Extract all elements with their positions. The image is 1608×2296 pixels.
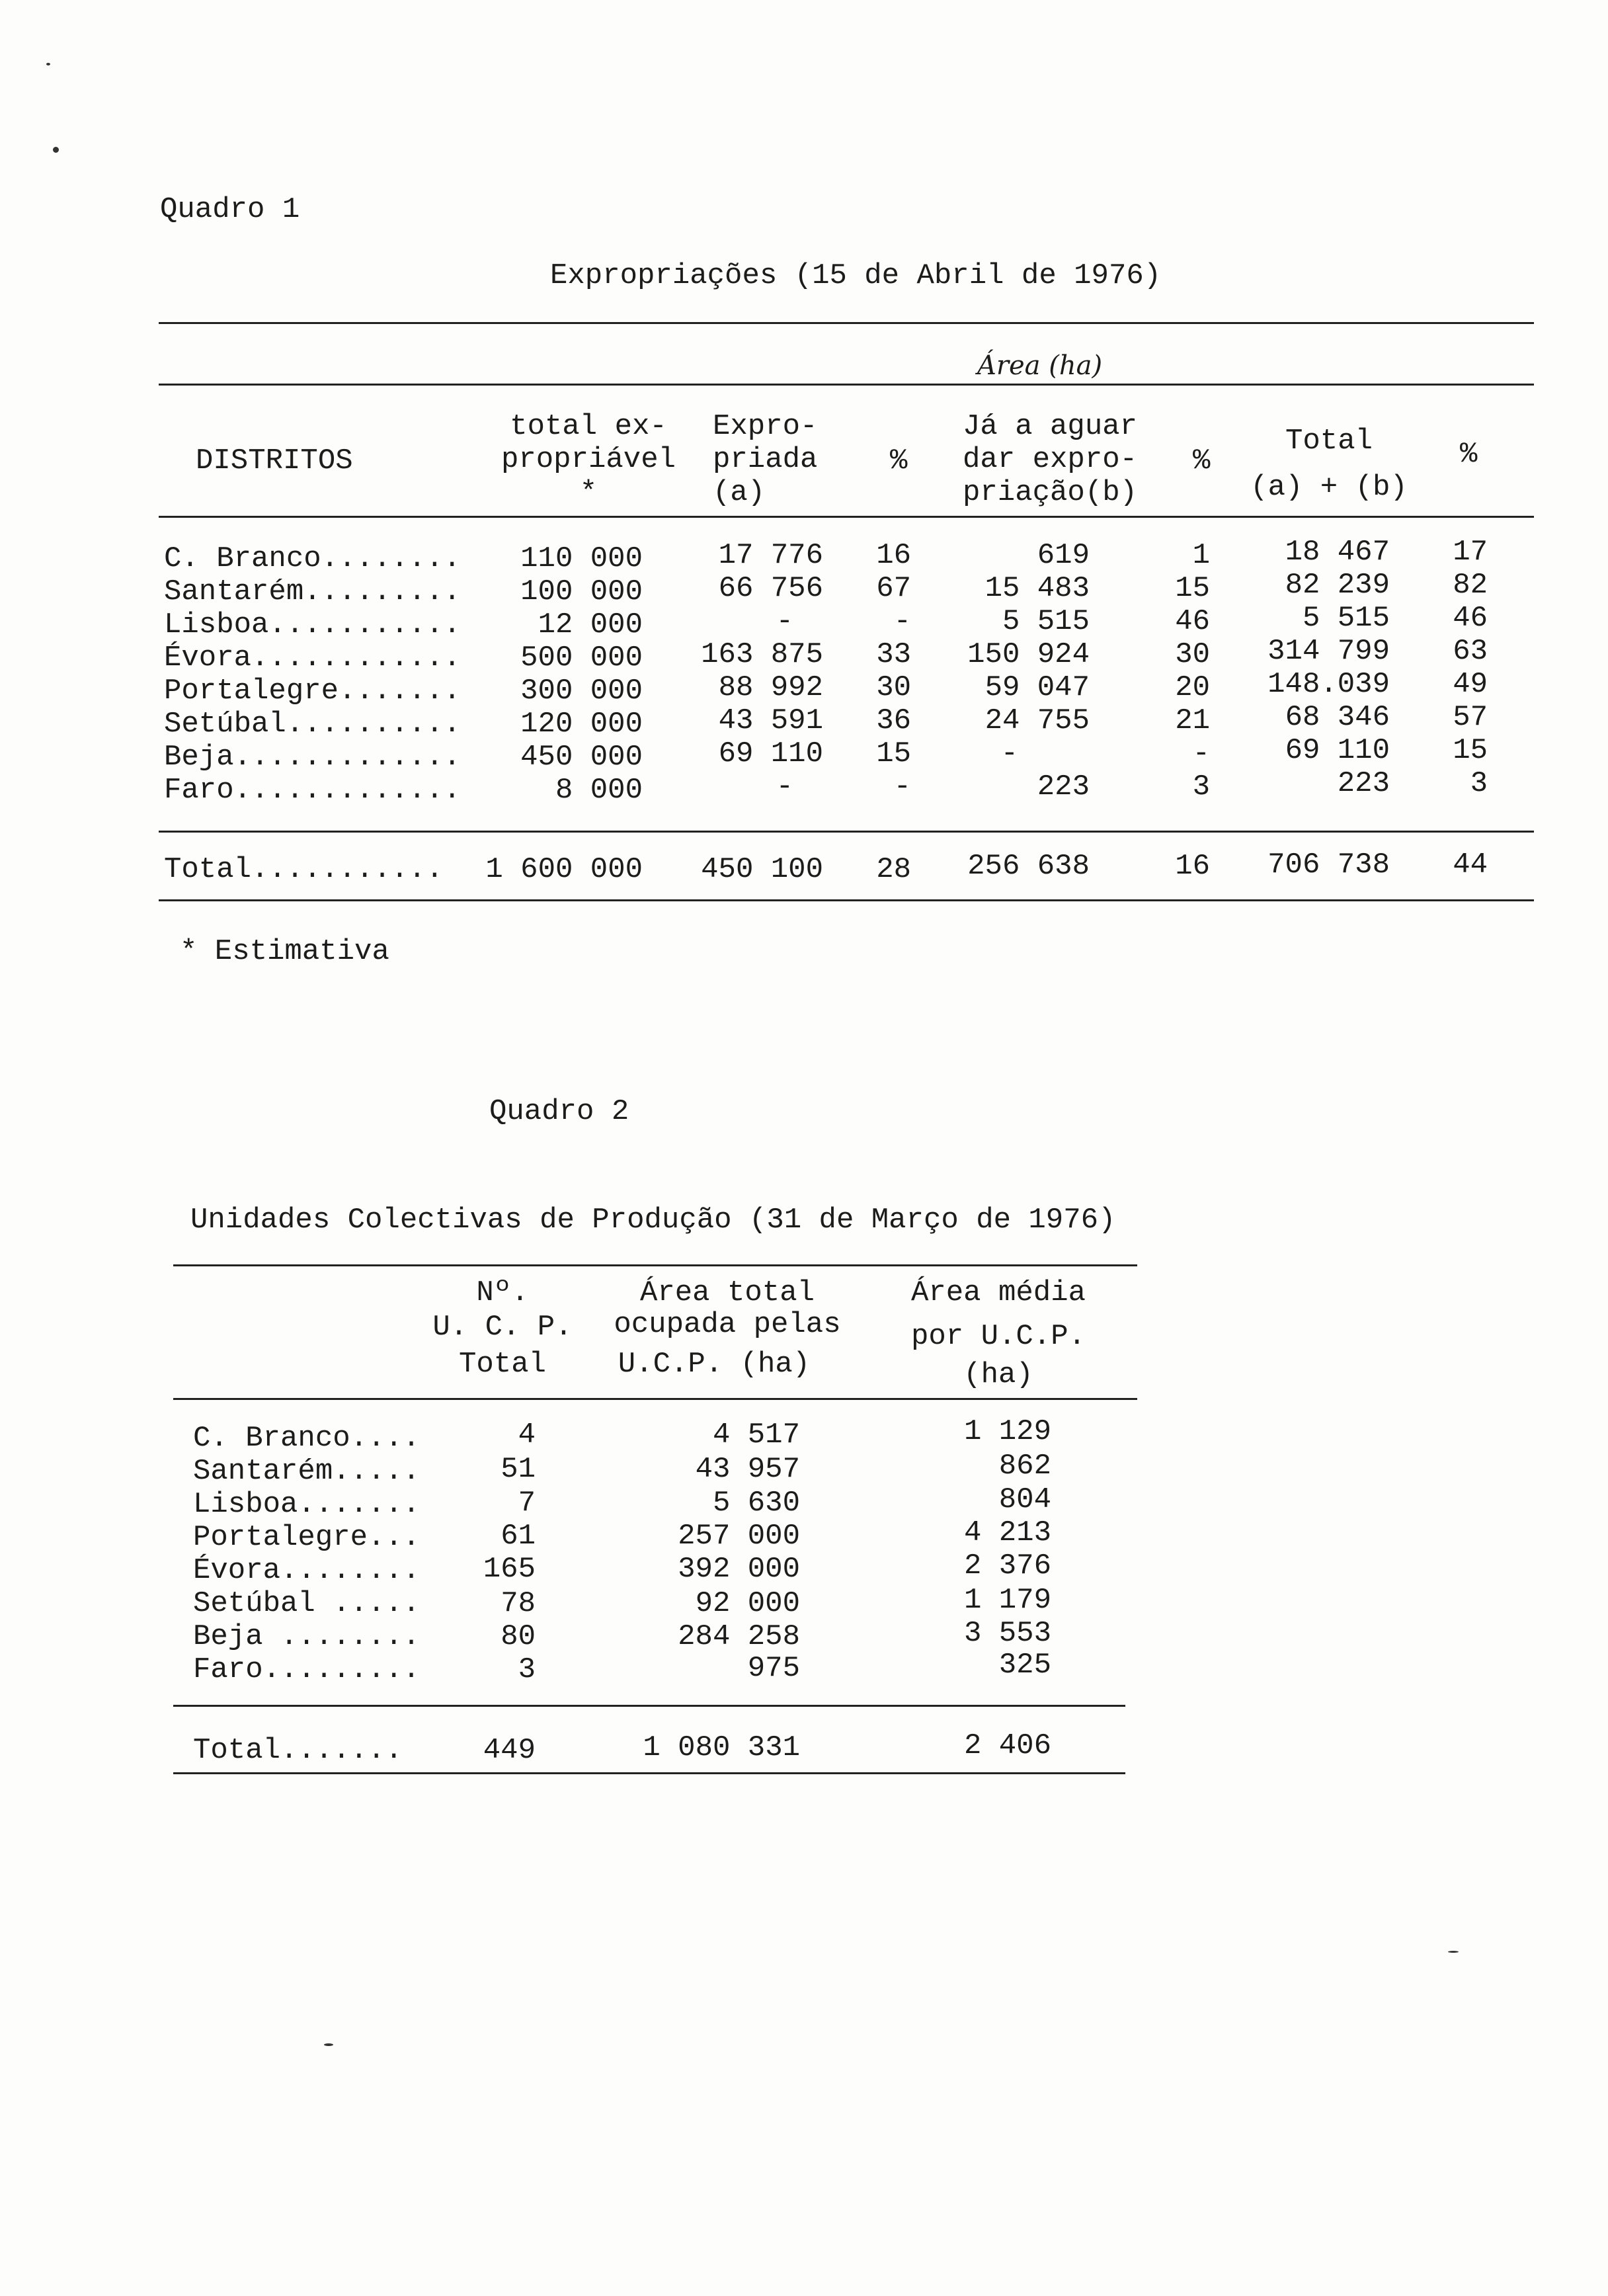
cell-pct3: 46 <box>1453 602 1488 635</box>
cell-media: 862 <box>998 1450 1051 1483</box>
cell-area: 5 630 <box>712 1487 800 1520</box>
cell-pct3: 15 <box>1453 734 1488 767</box>
cell-num: 78 <box>501 1587 536 1620</box>
scan-speck <box>324 2043 333 2046</box>
cell-pct2: 1 <box>1192 539 1210 572</box>
cell-aguard: 15 483 <box>985 572 1090 605</box>
total-cell-total: 706 738 <box>1267 848 1390 882</box>
table2-header-num-2: U. C. P. <box>432 1311 573 1344</box>
table1-rule-header <box>159 384 1534 386</box>
cell-num: 165 <box>483 1553 536 1586</box>
table1-header-total-2: (a) + (b) <box>1250 471 1408 504</box>
cell-area: 257 000 <box>678 1520 800 1553</box>
cell-total: 5 515 <box>1302 602 1390 635</box>
total-cell-total-exp: 1 600 000 <box>485 853 643 886</box>
total-cell-pct3: 44 <box>1453 848 1488 882</box>
row-name: Beja............. <box>164 741 461 774</box>
cell-exprop: 43 591 <box>718 704 823 737</box>
cell-num: 4 <box>518 1418 536 1452</box>
table2-rule-top <box>173 1264 1137 1266</box>
table1-label: Quadro 1 <box>160 193 300 226</box>
table1-rule-bottom <box>159 899 1534 901</box>
cell-pct2: 20 <box>1175 671 1210 704</box>
table1-rule-top <box>159 322 1534 324</box>
cell-pct1: 15 <box>876 737 911 770</box>
cell-media: 3 553 <box>963 1617 1051 1650</box>
table1-header-aguardar-3: priação(b) <box>963 476 1138 509</box>
table1-header-exprop-1: Expro- <box>713 410 818 443</box>
cell-total: 223 <box>1337 767 1390 800</box>
row-name: Santarém......... <box>164 575 461 608</box>
cell-total: 82 239 <box>1285 569 1390 602</box>
row-name: Évora............ <box>164 641 461 675</box>
cell-pct2: 15 <box>1175 572 1210 605</box>
cell-pct2: - <box>1192 737 1210 770</box>
total-cell-pct2: 16 <box>1175 850 1210 883</box>
cell-area: 975 <box>747 1652 800 1685</box>
cell-total: 314 799 <box>1267 635 1390 668</box>
cell-exprop: 69 110 <box>718 737 823 770</box>
row-name: C. Branco........ <box>164 542 461 575</box>
cell-pct3: 63 <box>1453 635 1488 668</box>
row-name: Faro......... <box>193 1653 421 1686</box>
cell-total-exp: 12 000 <box>538 608 643 641</box>
table1-header-total-exp-3: * <box>579 476 598 509</box>
table1-header-pct1: % <box>890 444 908 477</box>
cell-media: 1 129 <box>963 1415 1051 1448</box>
cell-pct3: 17 <box>1453 536 1488 569</box>
table1-header-distritos: DISTRITOS <box>196 444 353 477</box>
cell-total-exp: 450 000 <box>520 741 643 774</box>
table2-header-area-3: U.C.P. (ha) <box>618 1348 811 1381</box>
table1-header-total-exp-2: propriável <box>501 443 676 476</box>
table2-header-media-3: (ha) <box>963 1358 1033 1391</box>
table2-title: Unidades Colectivas de Produção (31 de Março de 1976) <box>190 1204 1116 1237</box>
cell-exprop: - <box>776 770 793 803</box>
row-name: Lisboa....... <box>193 1488 421 1521</box>
scan-speck <box>1448 1951 1459 1953</box>
table1-header-exprop-3: (a) <box>713 476 766 509</box>
cell-media: 4 213 <box>963 1516 1051 1549</box>
cell-pct1: - <box>893 605 911 638</box>
cell-pct1: - <box>893 770 911 803</box>
cell-pct1: 67 <box>876 572 911 605</box>
row-name: Setúbal ..... <box>193 1587 421 1620</box>
cell-area: 92 000 <box>695 1587 800 1620</box>
row-name: Lisboa........... <box>164 608 461 641</box>
table2-label: Quadro 2 <box>489 1095 629 1128</box>
table2-rule-total <box>173 1705 1125 1707</box>
cell-aguard: 223 <box>1037 770 1090 803</box>
table1-rule-total <box>159 831 1534 833</box>
cell-pct2: 46 <box>1175 605 1210 638</box>
table2-header-num-1: Nº. <box>476 1276 529 1309</box>
row-name: C. Branco.... <box>193 1422 421 1455</box>
cell-aguard: 619 <box>1037 539 1090 572</box>
row-name: Portalegre....... <box>164 675 461 708</box>
table1-header-total-1: Total <box>1285 425 1373 458</box>
table1-header-aguardar-1: Já a aguar <box>963 410 1138 443</box>
table2-header-media-1: Área média <box>910 1276 1086 1309</box>
cell-pct2: 30 <box>1175 638 1210 671</box>
table1-header-exprop-2: priada <box>713 443 818 476</box>
cell-total-exp: 8 000 <box>555 774 643 807</box>
row-name: Beja ........ <box>193 1620 421 1653</box>
table1-rule-body <box>159 516 1534 518</box>
cell-total: 68 346 <box>1285 701 1390 734</box>
table2-header-area-2: ocupada pelas <box>614 1308 841 1341</box>
table2-rule-bottom <box>173 1772 1125 1774</box>
cell-num: 80 <box>501 1620 536 1653</box>
total-cell-aguard: 256 638 <box>967 850 1090 883</box>
total-row-name: Total....... <box>193 1734 403 1767</box>
table2-header-num-3: Total <box>458 1348 547 1381</box>
row-name: Faro............. <box>164 774 461 807</box>
cell-total-exp: 120 000 <box>520 708 643 741</box>
cell-media: 325 <box>998 1649 1051 1682</box>
cell-area: 392 000 <box>678 1553 800 1586</box>
cell-pct3: 82 <box>1453 569 1488 602</box>
cell-aguard: 150 924 <box>967 638 1090 671</box>
row-name: Portalegre... <box>193 1521 421 1554</box>
cell-exprop: - <box>776 605 793 638</box>
cell-exprop: 88 992 <box>718 671 823 704</box>
row-name: Évora........ <box>193 1554 421 1587</box>
cell-aguard: 59 047 <box>985 671 1090 704</box>
cell-total: 148.039 <box>1267 668 1390 701</box>
cell-total-exp: 100 000 <box>520 575 643 608</box>
cell-area: 284 258 <box>678 1620 800 1653</box>
cell-media: 1 179 <box>963 1584 1051 1617</box>
cell-pct3: 49 <box>1453 668 1488 701</box>
cell-aguard: - <box>1000 737 1018 770</box>
cell-num: 7 <box>518 1487 536 1520</box>
total-cell-exprop: 450 100 <box>701 853 823 886</box>
cell-total: 18 467 <box>1285 536 1390 569</box>
cell-num: 51 <box>501 1453 536 1486</box>
cell-total: 69 110 <box>1285 734 1390 767</box>
table1-header-total-exp-1: total ex- <box>510 410 667 443</box>
cell-pct1: 36 <box>876 704 911 737</box>
total-cell-num: 449 <box>483 1734 536 1767</box>
total-cell-pct1: 28 <box>876 853 911 886</box>
table2-header-area-1: Área total <box>639 1276 815 1309</box>
cell-pct2: 21 <box>1175 704 1210 737</box>
table1-header-pct2: % <box>1193 444 1211 477</box>
cell-exprop: 66 756 <box>718 572 823 605</box>
cell-num: 61 <box>501 1520 536 1553</box>
table2-rule-body <box>173 1398 1137 1400</box>
total-row-name: Total........... <box>164 853 444 886</box>
cell-total-exp: 300 000 <box>520 675 643 708</box>
table2-header-media-2: por U.C.P. <box>910 1320 1086 1353</box>
cell-exprop: 163 875 <box>701 638 823 671</box>
row-name: Setúbal.......... <box>164 708 461 741</box>
table1-header-pct3: % <box>1460 438 1478 471</box>
cell-pct1: 33 <box>876 638 911 671</box>
cell-aguard: 5 515 <box>1002 605 1090 638</box>
cell-pct1: 16 <box>876 539 911 572</box>
scan-speck <box>53 147 59 153</box>
cell-media: 804 <box>998 1483 1051 1516</box>
cell-area: 43 957 <box>695 1453 800 1486</box>
cell-pct1: 30 <box>876 671 911 704</box>
row-name: Santarém..... <box>193 1455 421 1488</box>
table1-area-group-header: Área (ha) <box>977 350 1103 381</box>
cell-pct2: 3 <box>1192 770 1210 803</box>
cell-pct3: 57 <box>1453 701 1488 734</box>
table1-footnote: * Estimativa <box>180 935 389 968</box>
total-cell-area: 1 080 331 <box>643 1731 800 1764</box>
scan-speck <box>46 63 50 65</box>
cell-media: 2 376 <box>963 1549 1051 1582</box>
cell-area: 4 517 <box>712 1418 800 1452</box>
cell-pct3: 3 <box>1470 767 1488 800</box>
table1-header-aguardar-2: dar expro- <box>963 443 1138 476</box>
cell-aguard: 24 755 <box>985 704 1090 737</box>
cell-exprop: 17 776 <box>718 539 823 572</box>
cell-total-exp: 500 000 <box>520 641 643 675</box>
total-cell-media: 2 406 <box>963 1729 1051 1762</box>
table1-title: Expropriações (15 de Abril de 1976) <box>550 259 1162 292</box>
cell-total-exp: 110 000 <box>520 542 643 575</box>
cell-num: 3 <box>518 1653 536 1686</box>
